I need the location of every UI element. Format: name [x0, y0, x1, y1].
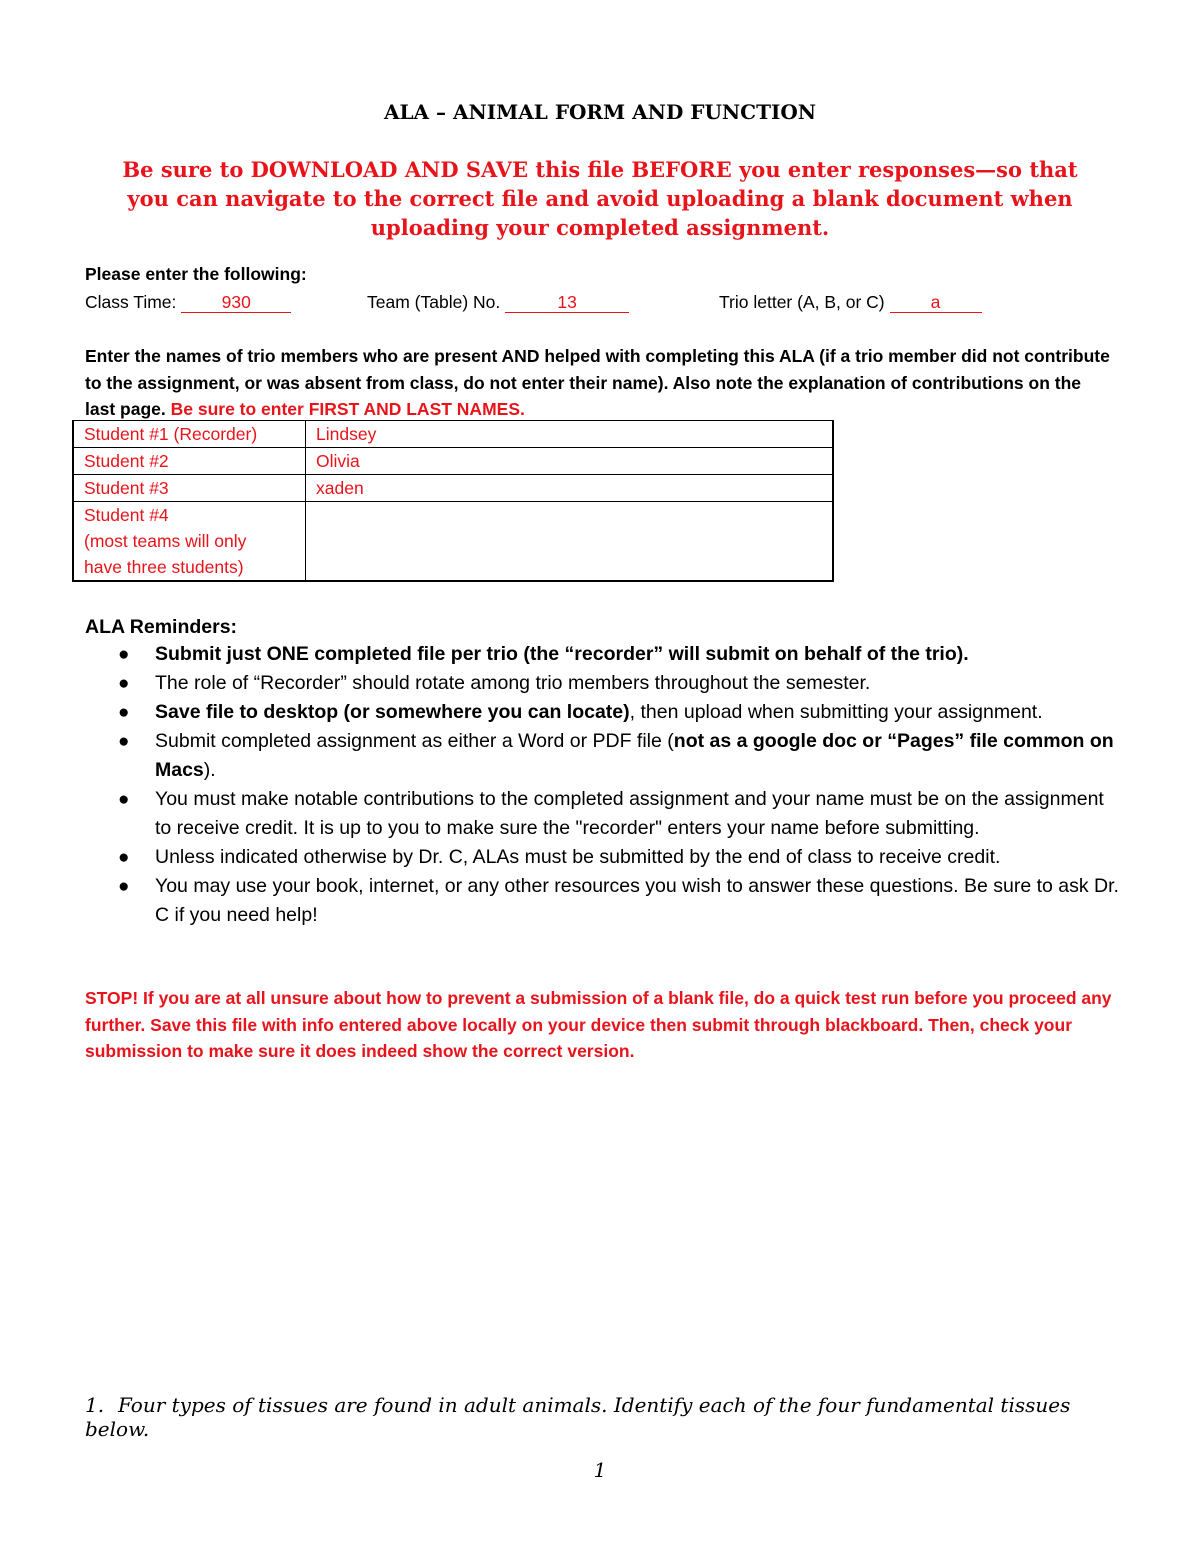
reminder-text: not as a google doc or “Pages” file common on Macs — [155, 730, 1114, 781]
names-instructions-text: Enter the names of trio members who are present AND helped with completing this ALA (if a trio member did not contribute to the assignment, or was absent from class, do not enter their name). Also note the explanation of contributions on the last page. — [85, 346, 1110, 419]
download-warning: Be sure to DOWNLOAD AND SAVE this file BEFORE you enter responses—so that you can navigate to the correct file and avoid uploading a blank document when uploading your completed assignment. — [122, 157, 1078, 240]
class-time-input[interactable]: 930 — [181, 292, 291, 313]
reminder-text: The role of “Recorder” should rotate among trio members throughout the semester. — [155, 672, 871, 694]
reminder-text: ). — [203, 759, 216, 781]
question-text: Four types of tissues are found in adult animals. Identify each of the four fundamental tissues below. — [85, 1393, 1071, 1441]
page-number: 1 — [593, 1458, 607, 1482]
reminder-item — [85, 727, 1125, 785]
student-2-name[interactable]: Olivia — [306, 448, 834, 475]
table-row — [73, 475, 833, 502]
class-time-field — [85, 292, 291, 313]
trio-field — [719, 292, 982, 313]
bullet-icon: ● — [118, 789, 130, 810]
reminder-text: , then upload when submitting your assignment. — [629, 701, 1043, 723]
document-title: ALA – ANIMAL FORM AND FUNCTION — [383, 100, 817, 124]
trio-input[interactable]: a — [890, 292, 982, 313]
student-1-name[interactable]: Lindsey — [306, 421, 834, 448]
reminder-item — [85, 872, 1125, 930]
question-1 — [85, 1393, 1125, 1441]
names-instructions-red: Be sure to enter FIRST AND LAST NAMES. — [170, 399, 525, 419]
student-2-label: Student #2 — [73, 448, 306, 475]
reminder-item — [85, 640, 1125, 669]
team-field — [367, 292, 629, 313]
team-input[interactable]: 13 — [505, 292, 629, 313]
table-row — [73, 421, 833, 448]
table-row — [73, 448, 833, 475]
bullet-icon: ● — [118, 731, 130, 752]
reminder-item — [85, 843, 1125, 872]
student-4-label-line: have three students) — [84, 557, 244, 577]
reminder-text: Submit just ONE completed file per trio (the “recorder” will submit on behalf of the trio). — [155, 643, 969, 665]
info-heading: Please enter the following: — [85, 264, 307, 284]
bullet-icon: ● — [118, 847, 130, 868]
reminder-text: You may use your book, internet, or any other resources you wish to answer these questions. Be sure to ask Dr. C if you need help! — [155, 875, 1119, 926]
reminder-item — [85, 698, 1125, 727]
student-4-name[interactable] — [306, 502, 834, 582]
reminder-text: You must make notable contributions to the completed assignment and your name must be on the assignment to receive credit. It is up to you to make sure the "recorder" enters your name before submitting. — [155, 788, 1104, 839]
team-label: Team (Table) No. — [367, 292, 501, 312]
student-4-label-line: Student #4 — [84, 505, 169, 525]
bullet-icon: ● — [118, 644, 130, 665]
reminders-heading: ALA Reminders: — [85, 616, 238, 638]
trio-label: Trio letter (A, B, or C) — [719, 292, 885, 312]
reminder-text: Save file to desktop (or somewhere you can locate) — [155, 701, 630, 723]
reminder-item — [85, 669, 1125, 698]
student-4-label-line: (most teams will only — [84, 531, 247, 551]
reminders-list — [85, 640, 1125, 930]
student-3-name[interactable]: xaden — [306, 475, 834, 502]
names-instructions — [85, 343, 1115, 423]
student-1-label: Student #1 (Recorder) — [73, 421, 306, 448]
student-4-label — [73, 502, 306, 582]
reminder-text: Unless indicated otherwise by Dr. C, ALAs must be submitted by the end of class to receive credit. — [155, 846, 1001, 868]
stop-notice: STOP! If you are at all unsure about how to prevent a submission of a blank file, do a quick test run before you proceed any further. Save this file with info entered above locally on your device then submit through blackboard. Then, check your submission to make sure it does indeed show the correct version. — [85, 988, 1112, 1061]
bullet-icon: ● — [118, 876, 130, 897]
students-table — [72, 420, 834, 582]
table-row — [73, 502, 833, 582]
info-row — [85, 292, 1085, 318]
bullet-icon: ● — [118, 702, 130, 723]
question-number: 1. — [85, 1393, 105, 1417]
bullet-icon: ● — [118, 673, 130, 694]
class-time-label: Class Time: — [85, 292, 177, 312]
student-3-label: Student #3 — [73, 475, 306, 502]
reminder-item — [85, 785, 1125, 843]
reminder-text: Submit completed assignment as either a Word or PDF file ( — [155, 730, 674, 752]
